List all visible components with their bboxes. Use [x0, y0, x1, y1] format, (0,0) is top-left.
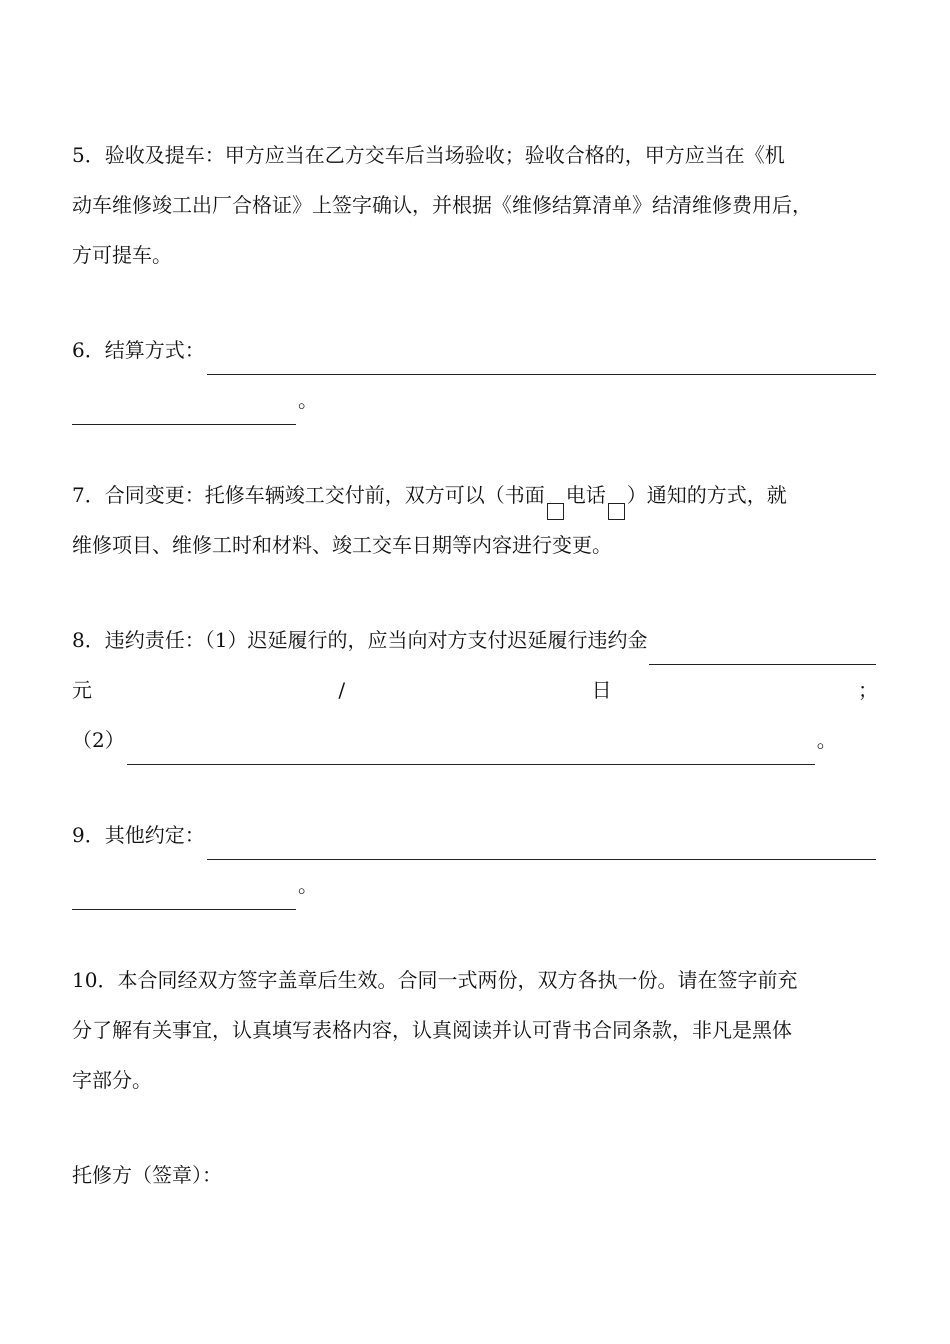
penalty-slash: /: [338, 678, 346, 702]
penalty-amount-blank[interactable]: [649, 630, 876, 665]
penalty-semicolon: ；: [857, 678, 878, 702]
clause-7-change: [72, 470, 878, 570]
clause-9-line-1: [72, 810, 878, 860]
clause-6-line-1: [72, 325, 878, 375]
clause-8-end: 。: [816, 728, 837, 752]
penalty-day: 日: [591, 678, 612, 702]
other-liability-blank[interactable]: [127, 730, 815, 765]
settlement-method-blank-continued[interactable]: [72, 390, 296, 425]
penalty-unit: 元: [72, 678, 92, 702]
clause-7-text-a: 7．合同变更：托修车辆竣工交付前，双方可以（书面: [72, 483, 545, 507]
written-checkbox-icon[interactable]: [547, 503, 564, 520]
other-terms-blank[interactable]: [207, 825, 876, 860]
clause-5-line-1: 5．验收及提车：甲方应当在乙方交车后当场验收；验收合格的，甲方应当在《机: [72, 143, 785, 167]
clause-5-line-2: 动车维修竣工出厂合格证》上签字确认，并根据《维修结算清单》结清维修费用后，: [72, 193, 812, 217]
clause-9-line-2: [72, 860, 878, 910]
clause-5-line-3: 方可提车。: [72, 243, 172, 267]
clause-7-text-b: 电话: [565, 483, 606, 507]
clause-10-effect: [72, 955, 878, 1105]
clause-6-end: 。: [298, 388, 318, 412]
contract-page: [72, 130, 878, 1245]
clause-8-line-1: [72, 615, 878, 665]
other-terms-blank-continued[interactable]: [72, 875, 296, 910]
clause-10-line-2: 分了解有关事宜，认真填写表格内容，认真阅读并认可背书合同条款，非凡是黑体: [72, 1018, 792, 1042]
clause-7-line-1: [72, 470, 878, 520]
clause-9-label: 9．其他约定：: [72, 823, 205, 847]
clause-5-acceptance: [72, 130, 878, 280]
settlement-method-blank[interactable]: [207, 340, 876, 375]
clause-8-item-2: （2）: [72, 728, 125, 752]
clause-9-end: 。: [298, 873, 318, 897]
clause-10-line-1: 10．本合同经双方签字盖章后生效。合同一式两份，双方各执一份。请在签字前充: [72, 968, 798, 992]
clause-7-line-2: 维修项目、维修工时和材料、竣工交车日期等内容进行变更。: [72, 533, 612, 557]
clause-8-line-2: [72, 665, 878, 715]
clause-8-text: 8．违约责任：（1）迟延履行的，应当向对方支付迟延履行违约金: [72, 628, 648, 652]
clause-6-settlement: [72, 325, 878, 425]
clause-10-line-3: 字部分。: [72, 1068, 152, 1092]
clause-8-line-3: [72, 715, 878, 765]
clause-6-line-2: [72, 375, 878, 425]
clause-8-liability: [72, 615, 878, 765]
phone-checkbox-icon[interactable]: [608, 503, 625, 520]
clause-6-label: 6．结算方式：: [72, 338, 205, 362]
signature-section: [72, 1150, 878, 1200]
clause-7-text-c: ）通知的方式，就: [626, 483, 787, 507]
clause-9-other: [72, 810, 878, 910]
client-signature-label: 托修方（签章）：: [72, 1163, 222, 1187]
